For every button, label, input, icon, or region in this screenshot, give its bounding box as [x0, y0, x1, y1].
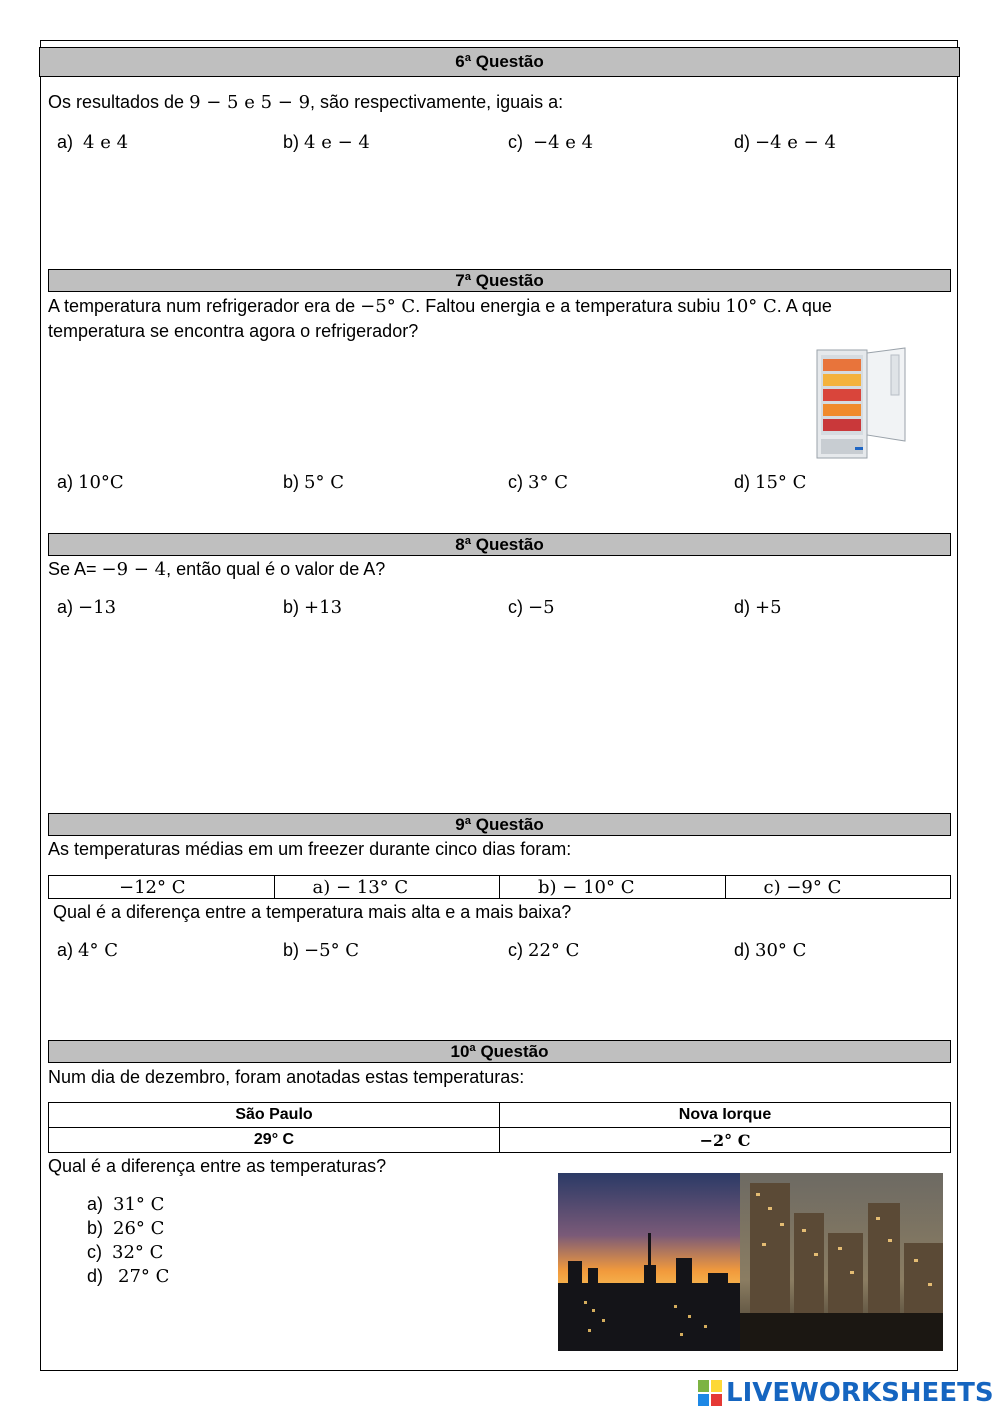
q9-option-d[interactable]: d) 30° C — [734, 940, 807, 961]
q10-stem: Num dia de dezembro, foram anotadas estas temperaturas: — [48, 1067, 525, 1087]
q7-header: 7ª Questão — [48, 269, 951, 292]
q9-temperature-table — [48, 875, 951, 899]
q8-option-d[interactable]: d) +5 — [734, 597, 782, 618]
q9-cell-1: −12° C — [49, 876, 275, 899]
refrigerator-image — [815, 345, 910, 463]
q9-stem: As temperaturas médias em um freezer durante cinco dias foram: — [48, 839, 572, 859]
q10-option-c[interactable]: c) 32° C — [87, 1242, 164, 1263]
q6-option-c[interactable]: c) −4 e 4 — [508, 132, 594, 153]
q9-header: 9ª Questão — [48, 813, 951, 836]
q10-header: 10ª Questão — [48, 1040, 951, 1063]
q9-option-b[interactable]: b) −5° C — [283, 940, 360, 961]
q9-cell-4: c) −9° C — [725, 876, 951, 899]
q10-city-table — [48, 1102, 951, 1153]
q9-option-a[interactable]: a) 4° C — [57, 940, 118, 961]
q9-cell-2: a) − 13° C — [274, 876, 500, 899]
q6-header: 6ª Questão — [39, 47, 960, 77]
q8-option-a[interactable]: a) −13 — [57, 597, 117, 618]
liveworksheets-logo — [698, 1377, 994, 1409]
q7-option-c[interactable]: c) 3° C — [508, 472, 568, 493]
liveworksheets-icon — [698, 1380, 722, 1406]
q7-stem-line1: A temperatura num refrigerador era de −5° C. Faltou energia e a temperatura subiu 10° C. A que — [48, 296, 832, 317]
q6-option-a[interactable]: a) 4 e 4 — [57, 132, 129, 153]
q9-cell-3: b) − 10° C — [500, 876, 726, 899]
q10-option-b[interactable]: b) 26° C — [87, 1218, 165, 1239]
q10-option-d[interactable]: d) 27° C — [87, 1266, 170, 1287]
q7-option-a[interactable]: a) 10°C — [57, 472, 124, 493]
liveworksheets-wordmark: LIVEWORKSHEETS — [726, 1378, 994, 1408]
q8-header: 8ª Questão — [48, 533, 951, 556]
q10-header-nova-iorque: Nova Iorque — [500, 1103, 951, 1128]
q6-option-d[interactable]: d) −4 e − 4 — [734, 132, 836, 153]
city-skyline-image — [558, 1173, 943, 1351]
q10-value-nova-iorque: −2° C — [500, 1128, 951, 1153]
q7-option-d[interactable]: d) 15° C — [734, 472, 807, 493]
q6-stem: Os resultados de 9 − 5 e 5 − 9, são respectivamente, iguais a: — [48, 92, 564, 113]
q10-question: Qual é a diferença entre as temperaturas? — [48, 1156, 387, 1176]
q7-stem-line2: temperatura se encontra agora o refrigerador? — [48, 321, 419, 341]
q10-header-sao-paulo: São Paulo — [49, 1103, 500, 1128]
q8-stem: Se A= −9 − 4, então qual é o valor de A? — [48, 559, 386, 580]
q8-option-c[interactable]: c) −5 — [508, 597, 555, 618]
q6-option-b[interactable]: b) 4 e − 4 — [283, 132, 370, 153]
q8-option-b[interactable]: b) +13 — [283, 597, 343, 618]
q10-option-a[interactable]: a) 31° C — [87, 1194, 165, 1215]
q7-option-b[interactable]: b) 5° C — [283, 472, 344, 493]
q10-value-sao-paulo: 29° C — [49, 1128, 500, 1153]
q9-question: Qual é a diferença entre a temperatura mais alta e a mais baixa? — [53, 902, 572, 922]
q9-option-c[interactable]: c) 22° C — [508, 940, 580, 961]
